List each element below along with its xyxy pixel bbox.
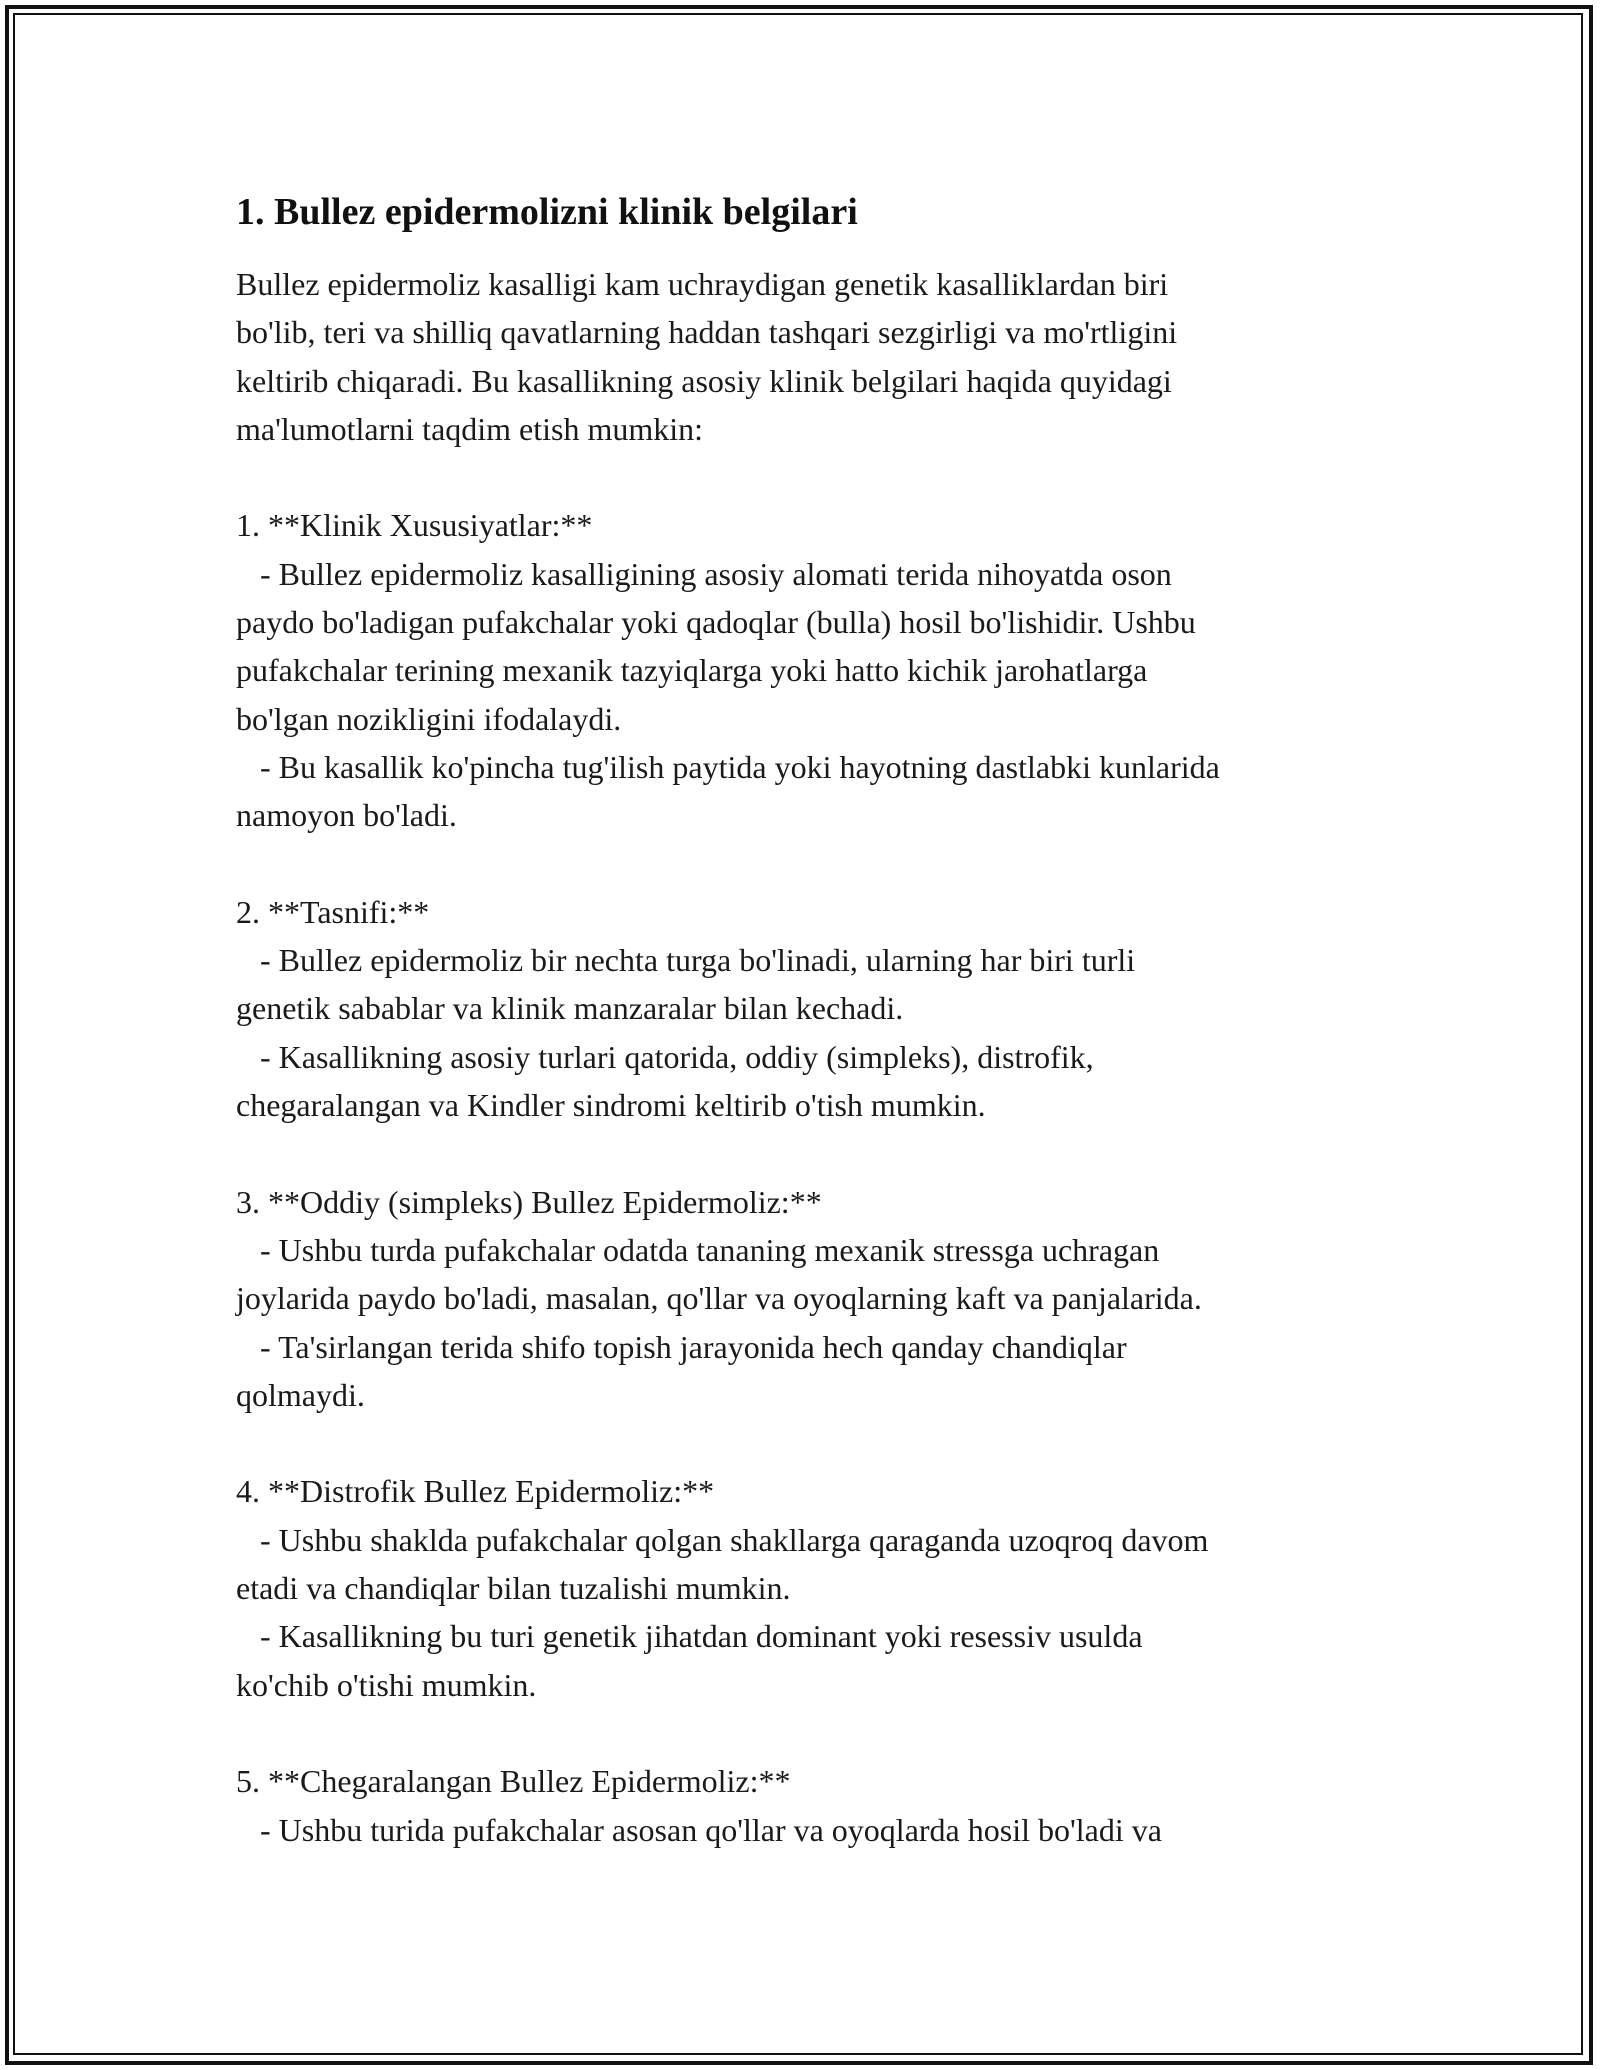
text-line: Bullez epidermoliz kasalligi kam uchraydigan genetik kasalliklardan biri [236,266,1169,302]
text-line: bo'lib, teri va shilliq qavatlarning haddan tashqari sezgirligi va mo'rtligini [236,314,1178,351]
text-line: chegaralangan va Kindler sindromi keltirib o'tish mumkin. [236,1087,986,1124]
text-line: 3. **Oddiy (simpleks) Bullez Epidermoliz:** [236,1183,822,1220]
text-line: - Ushbu turda pufakchalar odatda tananing mexanik stressga uchragan [236,1231,1160,1268]
text-line: - Bullez epidermoliz bir nechta turga bo'linadi, ularning har biri turli [236,942,1136,979]
text-line: namoyon bo'ladi. [236,797,457,834]
blank-line [236,453,1386,501]
text-line: 1. **Klinik Xususiyatlar:** [236,507,593,544]
text-line: ma'lumotlarni taqdim etish mumkin: [236,410,704,447]
text-line: - Bullez epidermoliz kasalligining asosiy alomati terida nihoyatda oson [236,555,1172,592]
blank-line [236,840,1386,888]
text-line: joylarida paydo bo'ladi, masalan, qo'llar va oyoqlarning kaft va panjalarida. [236,1280,1202,1317]
text-line: - Ta'sirlangan terida shifo topish jarayonida hech qanday chandiqlar [236,1328,1127,1365]
text-line: bo'lgan nozikligini ifodalaydi. [236,700,622,737]
text-line: 5. **Chegaralangan Bullez Epidermoliz:** [236,1763,791,1800]
text-line: ko'chib o'tishi mumkin. [236,1666,537,1703]
blank-line [236,1129,1386,1177]
text-line: - Kasallikning asosiy turlari qatorida, oddiy (simpleks), distrofik, [236,1038,1094,1075]
text-line: - Bu kasallik ko'pincha tug'ilish paytida yoki hayotning dastlabki kunlarida [236,748,1220,785]
document-body [236,260,1386,1854]
text-line: etadi va chandiqlar bilan tuzalishi mumkin. [236,1570,791,1607]
blank-line [236,1419,1386,1467]
text-line: genetik sabablar va klinik manzaralar bilan kechadi. [236,990,904,1027]
text-line: 4. **Distrofik Bullez Epidermoliz:** [236,1473,715,1510]
page-title: 1. Bullez epidermolizni klinik belgilari [236,191,858,233]
text-line: 2. **Tasnifi:** [236,893,430,930]
text-line: keltirib chiqaradi. Bu kasallikning asosiy klinik belgilari haqida quyidagi [236,362,1172,399]
text-line: qolmaydi. [236,1376,365,1413]
document-content [236,188,1386,1854]
blank-line [236,1709,1386,1757]
text-line: paydo bo'ladigan pufakchalar yoki qadoqlar (bulla) hosil bo'lishidir. Ushbu [236,604,1196,641]
text-line: - Kasallikning bu turi genetik jihatdan dominant yoki resessiv usulda [236,1618,1143,1655]
text-line: - Ushbu shaklda pufakchalar qolgan shakllarga qaraganda uzoqroq davom [236,1521,1209,1558]
text-line: - Ushbu turida pufakchalar asosan qo'llar va oyoqlarda hosil bo'ladi va [236,1811,1162,1848]
text-line: pufakchalar terining mexanik tazyiqlarga yoki hatto kichik jarohatlarga [236,652,1148,689]
